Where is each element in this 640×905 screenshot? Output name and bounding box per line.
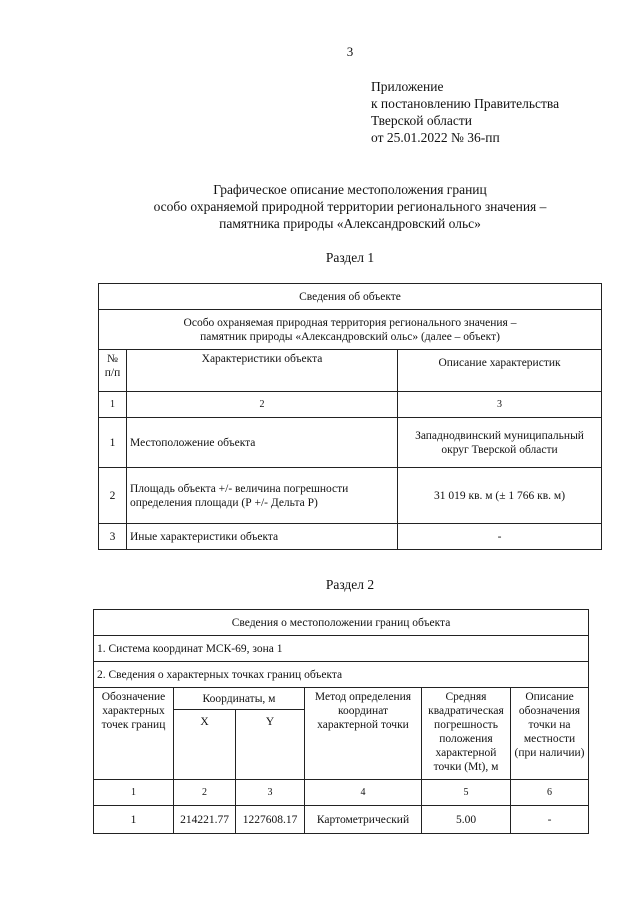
table-row [99,468,602,524]
header-y: Y [236,710,305,780]
header-coordinates: Координаты, м [174,688,305,710]
header-description: Описание характеристик [398,350,602,392]
row-no: 3 [99,524,127,550]
object-name-cell [99,310,602,350]
row-characteristic: Площадь объекта +/- величина погрешности определения площади (Р +/- Дельта Р) [127,468,398,524]
header-method: Метод определения координат характерной точки [305,688,422,780]
num-cell: 1 [99,392,127,418]
row-no: 1 [99,418,127,468]
header-x: X [174,710,236,780]
row-location: - [511,806,589,834]
boundary-points-table [93,609,589,834]
table-caption: Сведения о местоположении границ объекта [94,610,589,636]
object-info-table [98,283,602,550]
row-characteristic: Иные характеристики объекта [127,524,398,550]
row-description: 31 019 кв. м (± 1 766 кв. м) [398,468,602,524]
document-title [100,181,600,232]
annex-line: Тверской области [371,113,472,128]
num-cell: 4 [305,780,422,806]
title-line: памятника природы «Александровский ольс» [219,216,481,231]
annex-line: от 25.01.2022 № 36-пп [371,130,500,145]
page-number: 3 [346,44,354,59]
num-cell: 1 [94,780,174,806]
object-line: Особо охраняемая природная территория регионального значения – [183,316,517,329]
table-row [99,418,602,468]
num-cell: 2 [127,392,398,418]
object-line: памятник природы «Александровский ольс» (далее – объект) [200,330,500,343]
annex-line: Приложение [371,79,444,94]
row-description: Западнодвинский муниципальный округ Тверской области [398,418,602,468]
num-cell: 2 [174,780,236,806]
points-caption-cell: 2. Сведения о характерных точках границ объекта [94,662,589,688]
row-characteristic: Местоположение объекта [127,418,398,468]
row-error: 5.00 [422,806,511,834]
header-location: Описание обозначения точки на местности (при наличии) [511,688,589,780]
title-line: Графическое описание местоположения границ [213,182,487,197]
section2-heading: Раздел 2 [325,577,375,592]
table-row [94,806,589,834]
header-error: Средняя квадратическая погрешность положения характерной точки (Mt), м [422,688,511,780]
table-row [99,524,602,550]
num-cell: 6 [511,780,589,806]
header-no: № п/п [99,350,127,392]
num-cell: 3 [398,392,602,418]
row-method: Картометрический [305,806,422,834]
coord-system-cell: 1. Система координат МСК-69, зона 1 [94,636,589,662]
annex-line: к постановлению Правительства [371,96,560,111]
header-characteristics: Характеристики объекта [127,350,398,392]
title-line: особо охраняемой природной территории регионального значения – [153,199,547,214]
annex-block [371,78,559,146]
row-x: 214221.77 [174,806,236,834]
section1-heading: Раздел 1 [325,250,375,265]
row-point: 1 [94,806,174,834]
header-point: Обозначение характерных точек границ [94,688,174,780]
num-cell: 3 [236,780,305,806]
row-description: - [398,524,602,550]
table-caption: Сведения об объекте [99,284,602,310]
num-cell: 5 [422,780,511,806]
row-y: 1227608.17 [236,806,305,834]
row-no: 2 [99,468,127,524]
